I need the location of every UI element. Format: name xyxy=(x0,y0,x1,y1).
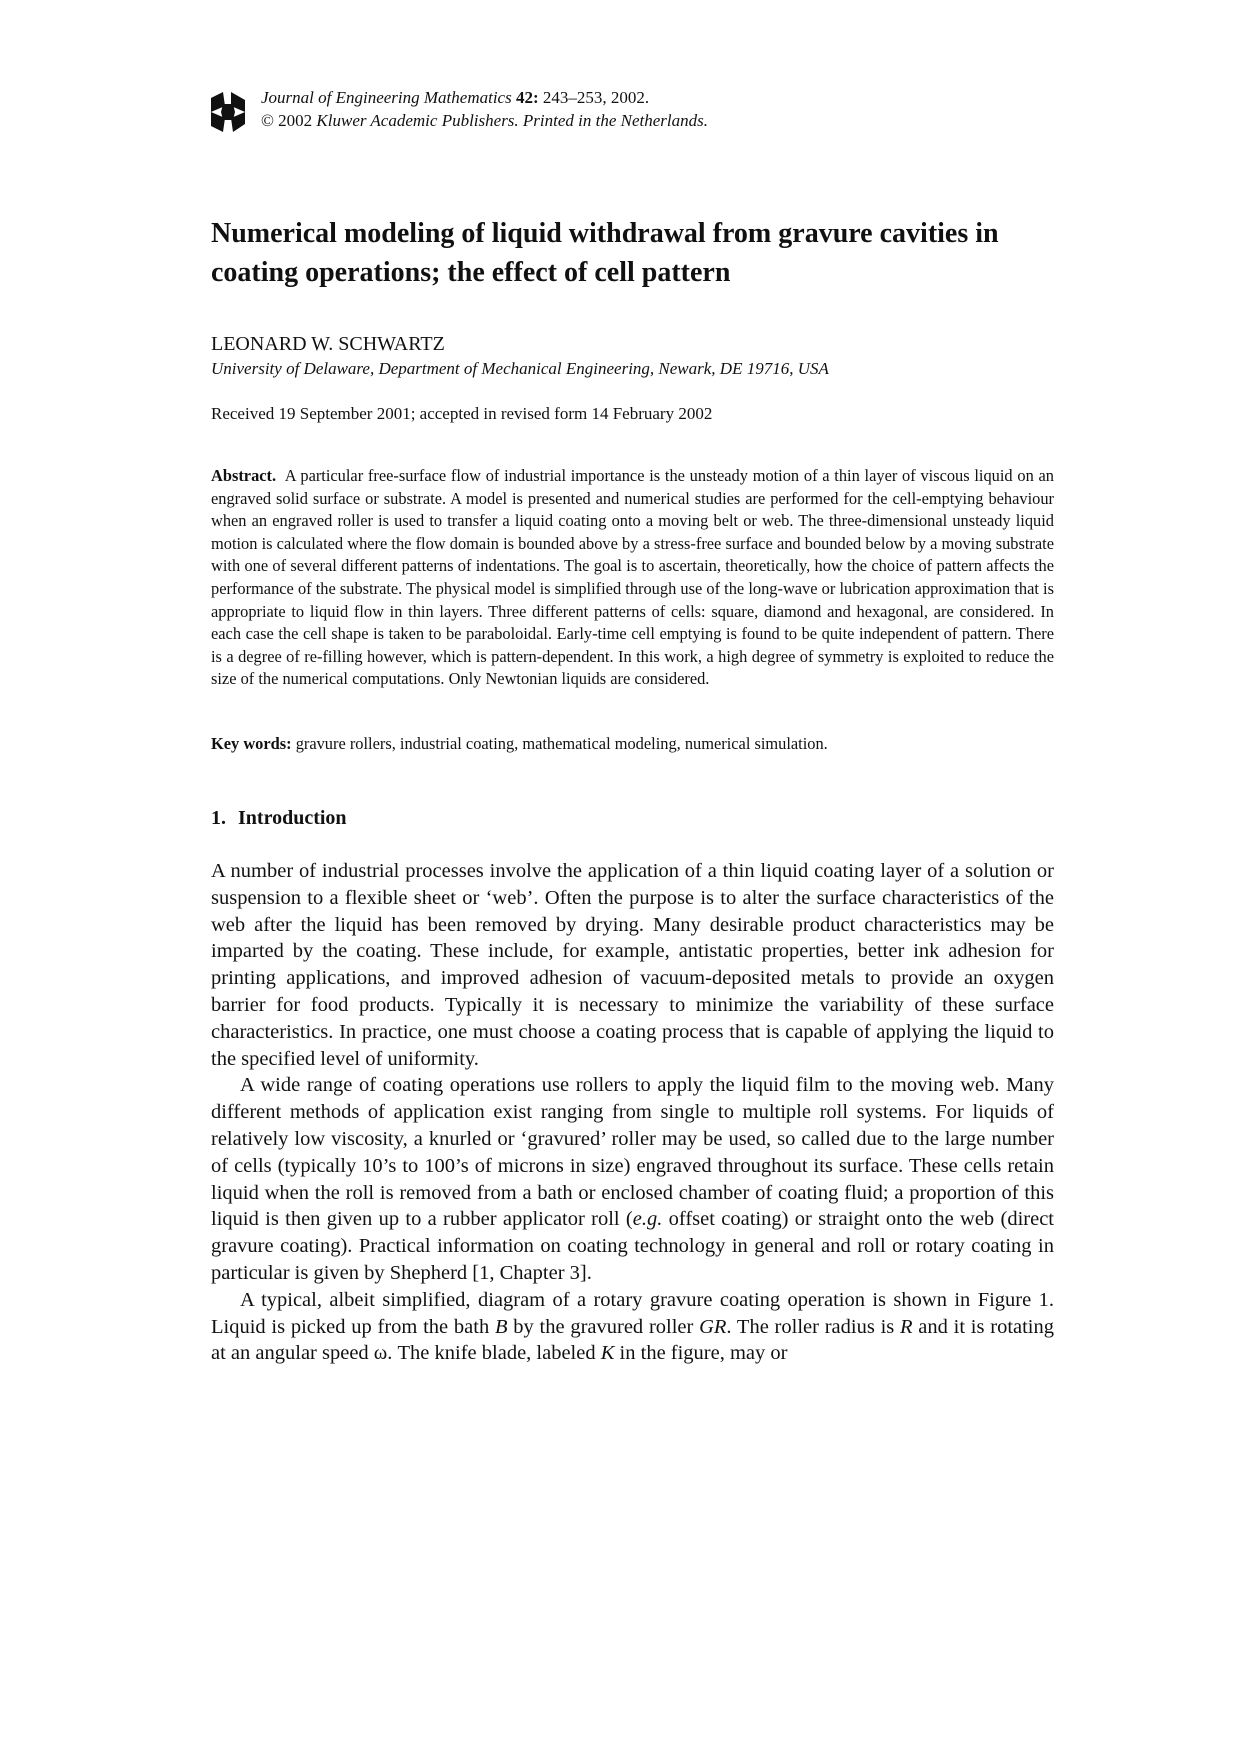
keywords xyxy=(211,733,828,755)
abstract xyxy=(211,465,1054,691)
paragraph-3-text-e: in the figure, may or xyxy=(614,1342,788,1365)
copyright-year: © 2002 xyxy=(261,111,313,130)
journal-citation-line xyxy=(261,86,708,109)
paragraph-1: A number of industrial processes involve the application of a thin liquid coating layer of a solution or suspension to a flexible sheet or ‘web’. Often the purpose is to alter the surface characteristics of the web after the liquid has been removed by drying. Many desirable product characteristics may be imparted by the coating. These include, for example, antistatic properties, better ink adhesion for printing applications, and improved adhesion of vacuum-deposited metals to provide an oxygen barrier for food products. Typically it is necessary to minimize the variability of these surface characteristics. In practice, one must choose a coating process that is capable of applying the liquid to the specified level of uniformity. xyxy=(211,860,1054,1070)
section-title: Introduction xyxy=(238,807,347,829)
journal-volume: 42: xyxy=(515,88,539,107)
paragraph-3-text-d: and it is rotating at an angular speed ω. The knife blade, labeled xyxy=(211,1315,1055,1365)
journal-pages-year: 243–253, 2002. xyxy=(542,88,650,107)
paragraph-2-text-a: A wide range of coating operations use rollers to apply the liquid film to the moving web. Many different methods of application exist ranging from single to multiple roll systems. For liquids of relatively low viscosity, a knurled or ‘gravured’ roller may be used, so called due to the large number of cells (typically 10’s to 100’s of microns in size) engraved throughout its surface. These cells retain liquid when the roll is removed from a bath or enclosed chamber of coating fluid; a proportion of this liquid is then given up to a rubber applicator roll ( xyxy=(211,1074,1054,1231)
symbol-knife: K xyxy=(600,1342,615,1365)
copyright-line xyxy=(261,109,708,132)
journal-name: Journal of Engineering Mathematics xyxy=(261,88,512,107)
paragraph-2 xyxy=(211,1072,1054,1286)
publisher-name: Kluwer Academic Publishers. xyxy=(316,111,519,130)
paragraph-2-eg: e.g. xyxy=(632,1208,663,1231)
author-affiliation: University of Delaware, Department of Mechanical Engineering, Newark, DE 19716, USA xyxy=(211,359,829,378)
printed-location: Printed in the Netherlands. xyxy=(522,111,709,130)
symbol-radius: R xyxy=(900,1315,913,1338)
paragraph-2-text-b: offset coating) or straight onto the web (direct gravure coating). Practical information on coating technology in general and roll or rotary coating in particular is given by Shepherd [1, Chapter 3]. xyxy=(211,1208,1054,1284)
paragraph-3 xyxy=(211,1287,1054,1367)
abstract-label: Abstract. xyxy=(211,466,277,485)
section-heading xyxy=(211,806,347,830)
publisher-logo-icon xyxy=(211,92,245,132)
body-text xyxy=(211,858,1054,1367)
symbol-gravured-roller: GR xyxy=(699,1315,727,1338)
journal-header xyxy=(211,86,1054,132)
paragraph-3-text-b: by the gravured roller xyxy=(507,1315,700,1338)
paragraph-3-text-a: A typical, albeit simplified, diagram of a rotary gravure coating operation is shown in Figure 1. Liquid is picked up from the bath xyxy=(211,1288,1054,1338)
author-name: LEONARD W. SCHWARTZ xyxy=(211,333,445,355)
paragraph-3-text-c: . The roller radius is xyxy=(726,1315,901,1338)
abstract-text: A particular free-surface flow of industrial importance is the unsteady motion of a thin layer of viscous liquid on an engraved solid surface or substrate. A model is presented and numerical studies are performed for the cell-emptying behaviour when an engraved roller is used to transfer a liquid coating onto a moving belt or web. The three-dimensional unsteady liquid motion is calculated where the flow domain is bounded above by a stress-free surface and bounded below by a moving substrate with one of several different patterns of indentations. The goal is to ascertain, theoretically, how the choice of pattern affects the performance of the substrate. The physical model is simplified through use of the long-wave or lubrication approximation that is appropriate to liquid flow in thin layers. Three different patterns of cells: square, diamond and hexagonal, are considered. In each case the cell shape is taken to be paraboloidal. Early-time cell emptying is found to be quite independent of pattern. There is a degree of re-filling however, which is pattern-dependent. In this work, a high degree of symmetry is exploited to reduce the size of the numerical computations. Only Newtonian liquids are considered. xyxy=(211,466,1054,689)
keywords-text: gravure rollers, industrial coating, mathematical modeling, numerical simulation. xyxy=(295,734,828,753)
received-dates: Received 19 September 2001; accepted in revised form 14 February 2002 xyxy=(211,404,713,423)
symbol-bath: B xyxy=(494,1315,508,1338)
section-number: 1. xyxy=(211,807,226,829)
paper-title: Numerical modeling of liquid withdrawal from gravure cavities in coating operations; the effect of cell pattern xyxy=(211,218,999,288)
keywords-label: Key words: xyxy=(211,734,292,753)
